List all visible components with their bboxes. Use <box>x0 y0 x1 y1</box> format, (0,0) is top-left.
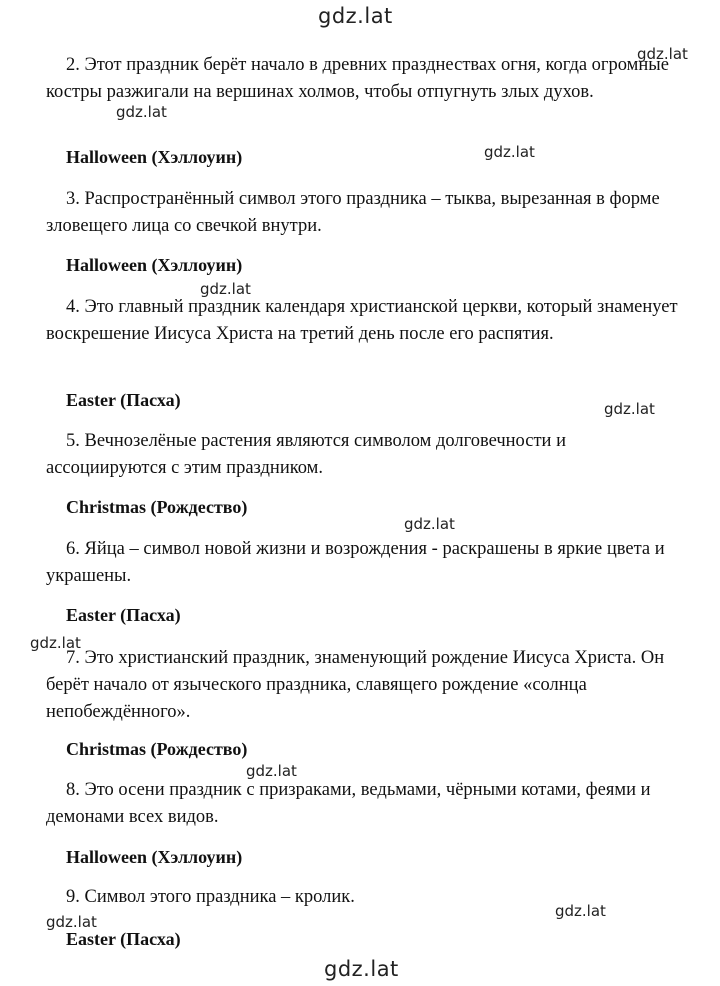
question-text: 9. Символ этого праздника – кролик. <box>66 887 355 907</box>
watermark: gdz.lat <box>46 913 97 931</box>
watermark: gdz.lat <box>484 143 535 161</box>
watermark: gdz.lat <box>318 4 393 28</box>
question-text: 8. Это осени праздник с призраками, ведьмами, чёрными котами, феями и демонами всех видов. <box>46 780 651 827</box>
watermark: gdz.lat <box>116 103 167 121</box>
question-text: 4. Это главный праздник календаря христианской церкви, который знаменует воскрешение Иисуса Христа на третий день после его распятия. <box>46 297 678 344</box>
question-text: 5. Вечнозелёные растения являются символом долговечности и ассоциируются с этим праздником. <box>46 431 566 478</box>
question-text: 6. Яйца – символ новой жизни и возрождения - раскрашены в яркие цвета и украшены. <box>46 539 665 586</box>
question-text: 3. Распространённый символ этого праздника – тыква, вырезанная в форме зловещего лица со свечкой внутри. <box>46 189 660 236</box>
answer-text: Christmas (Рождество) <box>66 497 248 517</box>
watermark: gdz.lat <box>30 634 81 652</box>
question-text: 7. Это христианский праздник, знаменующий рождение Иисуса Христа. Он берёт начало от языческого праздника, славящего рождение «солнца непобеждённого». <box>46 648 665 722</box>
watermark: gdz.lat <box>324 957 399 981</box>
question-text: 2. Этот праздник берёт начало в древних празднествах огня, когда огромные костры разжигали на вершинах холмов, чтобы отпугнуть злых духов. <box>46 55 669 102</box>
watermark: gdz.lat <box>246 762 297 780</box>
answer-text: Halloween (Хэллоуин) <box>66 255 243 275</box>
answer-text: Christmas (Рождество) <box>66 739 248 759</box>
watermark: gdz.lat <box>404 515 455 533</box>
answer-text: Easter (Пасха) <box>66 390 181 410</box>
watermark: gdz.lat <box>604 400 655 418</box>
watermark: gdz.lat <box>637 45 688 63</box>
answer-text: Easter (Пасха) <box>66 929 181 949</box>
answer-text: Easter (Пасха) <box>66 605 181 625</box>
watermark: gdz.lat <box>555 902 606 920</box>
watermark: gdz.lat <box>200 280 251 298</box>
answer-text: Halloween (Хэллоуин) <box>66 147 243 167</box>
answer-text: Halloween (Хэллоуин) <box>66 847 243 867</box>
